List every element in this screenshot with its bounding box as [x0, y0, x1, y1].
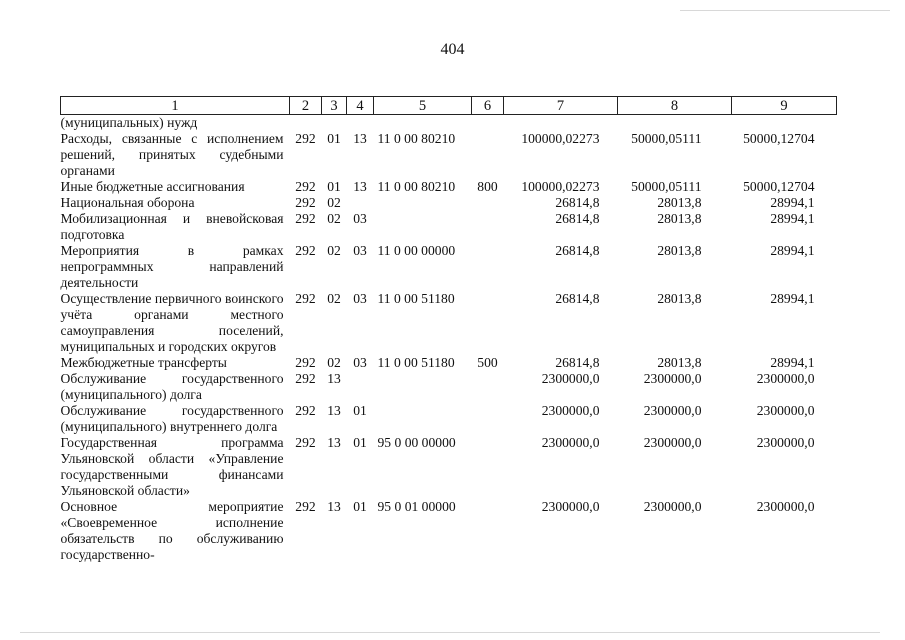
- column-header-3: 3: [322, 97, 347, 115]
- table-row: [61, 195, 837, 211]
- row-name: Мероприятия в рамках непрограммных направлений деятельности: [60, 243, 284, 290]
- row-col-2: 292: [295, 499, 316, 514]
- row-col-3: 13: [327, 435, 341, 450]
- row-col-9: 28994,1: [770, 291, 815, 306]
- row-col-6: 800: [477, 179, 498, 194]
- row-col-4: [347, 195, 374, 211]
- row-col-4: 03: [353, 355, 367, 370]
- row-col-6: 500: [477, 355, 498, 370]
- table-row: [61, 243, 837, 291]
- row-col-3: [322, 115, 347, 132]
- row-col-8: 28013,8: [657, 211, 702, 226]
- table-row: [61, 179, 837, 195]
- row-col-6: [472, 371, 504, 403]
- row-name: Обслуживание государственного (муниципального) долга: [60, 371, 284, 402]
- row-col-8: 28013,8: [657, 291, 702, 306]
- column-header-7: 7: [504, 97, 618, 115]
- row-col-9: 28994,1: [770, 355, 815, 370]
- row-col-7: 26814,8: [555, 355, 600, 370]
- row-col-3: 02: [327, 211, 341, 226]
- row-col-8: [618, 115, 732, 132]
- row-col-9: 2300000,0: [756, 499, 815, 514]
- row-col-3: 02: [327, 195, 341, 210]
- table-row: [61, 355, 837, 371]
- column-header-5: 5: [374, 97, 472, 115]
- row-col-6: [472, 211, 504, 243]
- table-row: [61, 131, 837, 179]
- row-col-2: 292: [295, 179, 316, 194]
- row-col-7: 2300000,0: [541, 499, 600, 514]
- row-col-8: 2300000,0: [643, 403, 702, 418]
- row-col-6: [472, 435, 504, 499]
- row-col-7: 26814,8: [555, 211, 600, 226]
- row-col-4: 01: [353, 435, 367, 450]
- table-row: [61, 211, 837, 243]
- row-col-6: [472, 195, 504, 211]
- row-col-3: 01: [327, 179, 341, 194]
- row-col-6: [472, 499, 504, 563]
- row-col-9: 2300000,0: [756, 435, 815, 450]
- row-col-8: 28013,8: [657, 243, 702, 258]
- row-col-2: 292: [295, 131, 316, 146]
- row-col-7: 2300000,0: [541, 435, 600, 450]
- row-col-3: 02: [327, 355, 341, 370]
- row-col-4: 01: [353, 403, 367, 418]
- row-col-5: [374, 371, 472, 403]
- row-col-3: 01: [327, 131, 341, 146]
- row-col-8: 50000,05111: [631, 131, 702, 146]
- row-col-5: 11 0 00 51180: [377, 291, 455, 306]
- row-col-7: 100000,02273: [521, 131, 600, 146]
- row-col-8: 50000,05111: [631, 179, 702, 194]
- budget-table: [60, 96, 837, 563]
- row-col-7: 26814,8: [555, 243, 600, 258]
- column-header-9: 9: [732, 97, 837, 115]
- row-col-2: 292: [295, 435, 316, 450]
- column-header-8: 8: [618, 97, 732, 115]
- row-col-8: 2300000,0: [643, 435, 702, 450]
- row-col-2: 292: [295, 291, 316, 306]
- row-col-5: [374, 115, 472, 132]
- row-name: Иные бюджетные ассигнования: [60, 179, 245, 194]
- scan-artifact-bottom: [20, 632, 880, 633]
- row-col-7: 26814,8: [555, 291, 600, 306]
- row-col-9: 28994,1: [770, 195, 815, 210]
- row-name: (муниципальных) нужд: [60, 115, 198, 130]
- row-col-9: 2300000,0: [756, 371, 815, 386]
- table-row: [61, 403, 837, 435]
- row-name: Мобилизационная и вневойсковая подготовка: [60, 211, 284, 242]
- row-col-9: 28994,1: [770, 243, 815, 258]
- row-col-5: 11 0 00 00000: [377, 243, 456, 258]
- row-col-4: 01: [353, 499, 367, 514]
- row-col-2: [290, 115, 322, 132]
- table-row: [61, 115, 837, 132]
- row-col-4: 13: [353, 179, 367, 194]
- row-col-9: 28994,1: [770, 211, 815, 226]
- row-col-8: 28013,8: [657, 195, 702, 210]
- row-name: Государственная программа Ульяновской области «Управление государственными финансами Ульяновской области»: [60, 435, 284, 498]
- row-col-5: 95 0 01 00000: [377, 499, 456, 514]
- row-name: Обслуживание государственного (муниципального) внутреннего долга: [60, 403, 284, 434]
- row-col-6: [472, 403, 504, 435]
- table-row: [61, 435, 837, 499]
- row-col-3: 02: [327, 243, 341, 258]
- row-col-7: 2300000,0: [541, 371, 600, 386]
- row-col-7: [504, 115, 618, 132]
- column-header-2: 2: [290, 97, 322, 115]
- row-col-5: 95 0 00 00000: [377, 435, 456, 450]
- page-number: 404: [440, 41, 465, 58]
- table-row: [61, 499, 837, 563]
- table-row: [61, 291, 837, 355]
- row-col-2: 292: [295, 243, 316, 258]
- row-col-2: 292: [295, 355, 316, 370]
- row-col-8: 28013,8: [657, 355, 702, 370]
- row-col-3: 13: [327, 403, 341, 418]
- row-col-6: [472, 131, 504, 179]
- row-col-6: [472, 115, 504, 132]
- row-col-5: 11 0 00 80210: [377, 131, 456, 146]
- row-col-9: [732, 115, 837, 132]
- row-col-4: 03: [353, 211, 367, 226]
- row-col-2: 292: [295, 403, 316, 418]
- row-name: Межбюджетные трансферты: [60, 355, 227, 370]
- column-header-4: 4: [347, 97, 374, 115]
- row-col-3: 02: [327, 291, 341, 306]
- row-col-7: 26814,8: [555, 195, 600, 210]
- row-col-4: 13: [353, 131, 367, 146]
- scan-artifact-top: [680, 10, 890, 11]
- row-col-3: 13: [327, 371, 341, 386]
- row-col-5: [374, 211, 472, 243]
- row-col-2: 292: [295, 195, 316, 210]
- row-col-4: 03: [353, 291, 367, 306]
- table-row: [61, 371, 837, 403]
- table-header-row: [61, 97, 837, 115]
- row-col-6: [472, 243, 504, 291]
- row-col-2: 292: [295, 371, 316, 386]
- row-col-9: 2300000,0: [756, 403, 815, 418]
- row-col-4: 03: [353, 243, 367, 258]
- row-col-3: 13: [327, 499, 341, 514]
- column-header-1: 1: [61, 97, 290, 115]
- row-col-6: [472, 291, 504, 355]
- row-name: Расходы, связанные с исполнением решений, принятых судебными органами: [60, 131, 284, 178]
- row-name: Осуществление первичного воинского учёта органами местного самоуправления поселений, муниципальных и городских округов: [60, 291, 284, 354]
- row-col-5: 11 0 00 80210: [377, 179, 456, 194]
- row-col-9: 50000,12704: [743, 179, 815, 194]
- row-col-8: 2300000,0: [643, 371, 702, 386]
- row-col-9: 50000,12704: [743, 131, 815, 146]
- row-col-5: [374, 403, 472, 435]
- row-name: Основное мероприятие «Своевременное исполнение обязательств по обслуживанию государственно-: [60, 499, 284, 562]
- row-col-5: [374, 195, 472, 211]
- row-col-7: 100000,02273: [521, 179, 600, 194]
- row-col-7: 2300000,0: [541, 403, 600, 418]
- row-col-5: 11 0 00 51180: [377, 355, 455, 370]
- row-name: Национальная оборона: [60, 195, 195, 210]
- row-col-4: [347, 371, 374, 403]
- row-col-2: 292: [295, 211, 316, 226]
- row-col-4: [347, 115, 374, 132]
- column-header-6: 6: [472, 97, 504, 115]
- row-col-8: 2300000,0: [643, 499, 702, 514]
